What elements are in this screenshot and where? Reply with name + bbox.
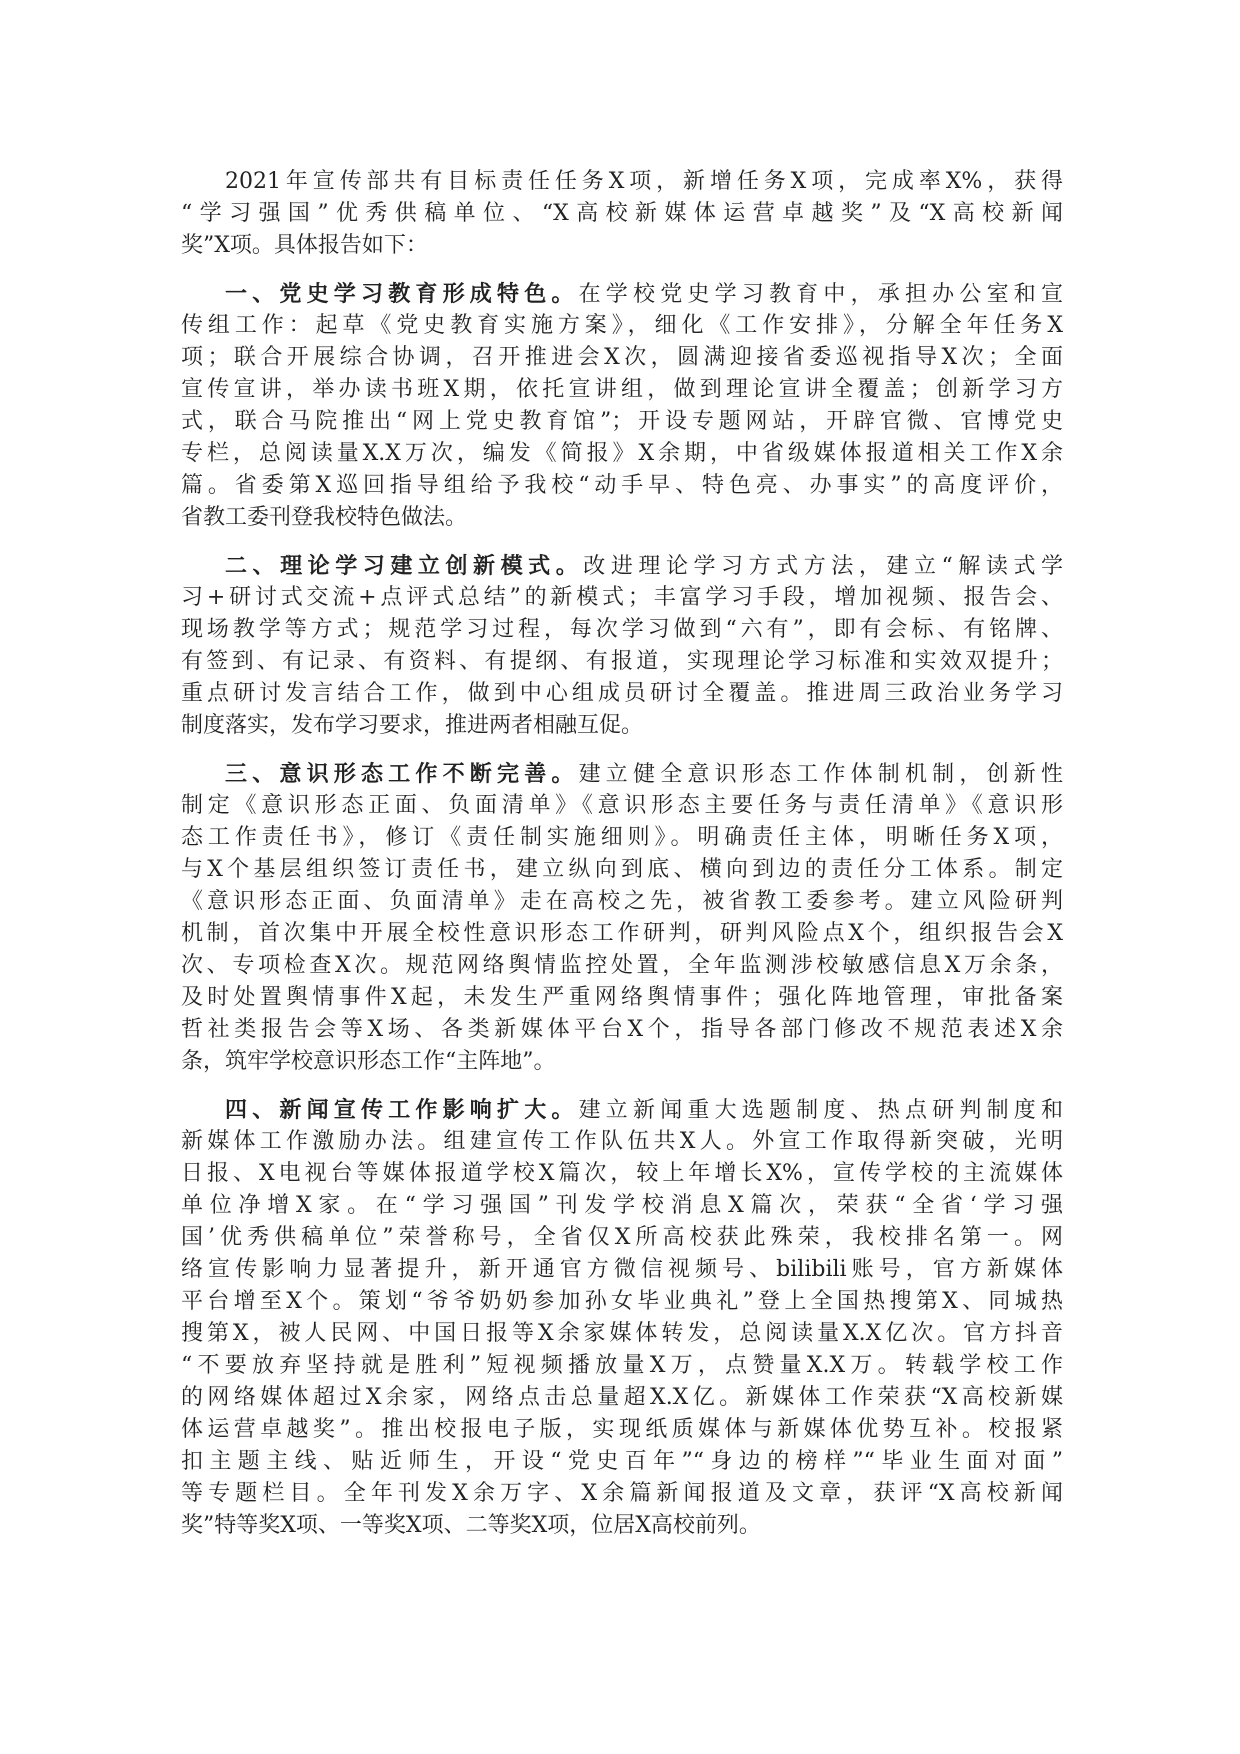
text-line [181,550,1063,582]
line-text: 哲社类报告会等X场、各类新媒体平台X个，指导各部门修改不规范表述X余 [181,1017,1063,1042]
text-line [181,678,1063,710]
text-line [181,1318,1063,1350]
text-line [181,1046,1063,1078]
text-line [181,1350,1063,1382]
text-line [181,646,1063,678]
line-text: 式，联合马院推出“网上党史教育馆”；开设专题网站，开辟官微、官博党史 [181,409,1063,434]
line-text: 习+研讨式交流+点评式总结”的新模式；丰富学习手段，增加视频、报告会、 [181,585,1063,610]
text-line [181,1126,1063,1158]
line-text: 国’优秀供稿单位”荣誉称号，全省仅X所高校获此殊荣，我校排名第一。网 [181,1225,1063,1250]
line-text: 奖”X项。具体报告如下： [181,233,428,258]
paragraph [181,1094,1063,1542]
text-line [181,886,1063,918]
line-text: 次、专项检查X次。规范网络舆情监控处置，全年监测涉校敏感信息X万余条， [181,953,1063,978]
text-line [181,1190,1063,1222]
line-text: 改进理论学习方式方法，建立“解读式学 [583,554,1063,579]
line-text: 平台增至X个。策划“爷爷奶奶参加孙女毕业典礼”登上全国热搜第X、同城热 [181,1289,1063,1314]
text-line [181,198,1063,230]
line-text: 络宣传影响力显著提升，新开通官方微信视频号、bilibili账号，官方新媒体 [181,1257,1063,1282]
text-line [181,1254,1063,1286]
text-line [181,950,1063,982]
line-text: 单位净增X家。在“学习强国”刊发学校消息X篇次，荣获“全省‘学习强 [181,1193,1063,1218]
line-text: 奖”特等奖X项、一等奖X项、二等奖X项，位居X高校前列。 [181,1513,761,1538]
text-line [181,310,1063,342]
line-text: 现场教学等方式；规范学习过程，每次学习做到“六有”，即有会标、有铭牌、 [181,617,1063,642]
text-line [181,582,1063,614]
text-line [181,822,1063,854]
section-heading: 一、党史学习教育形成特色。 [225,281,579,307]
line-text: 扣主题主线、贴近师生，开设“党史百年”“身边的榜样”“毕业生面对面” [181,1449,1063,1474]
text-line [181,790,1063,822]
paragraph [181,550,1063,742]
line-text: 与X个基层组织签订责任书，建立纵向到底、横向到边的责任分工体系。制定 [181,857,1063,882]
line-text: “不要放弃坚持就是胜利”短视频播放量X万，点赞量X.X万。转载学校工作 [181,1353,1063,1378]
text-line [181,614,1063,646]
line-text: 重点研讨发言结合工作，做到中心组成员研讨全覆盖。推进周三政治业务学习 [181,681,1063,706]
paragraph [181,166,1063,262]
line-text: 建立新闻重大选题制度、热点研判制度和 [578,1098,1063,1123]
paragraph [181,278,1063,534]
text-line [181,406,1063,438]
text-line [181,230,1063,262]
text-line [181,470,1063,502]
text-line [181,502,1063,534]
line-text: 制度落实，发布学习要求，推进两者相融互促。 [181,713,644,738]
text-line [181,982,1063,1014]
section-heading: 四、新闻宣传工作影响扩大。 [225,1097,579,1123]
section-heading: 二、理论学习建立创新模式。 [225,553,584,579]
paragraph [181,758,1063,1078]
text-line [181,166,1063,198]
line-text: 条，筑牢学校意识形态工作“主阵地”。 [181,1049,556,1074]
text-line [181,758,1063,790]
text-line [181,1158,1063,1190]
line-text: 的网络媒体超过X余家，网络点击总量超X.X亿。新媒体工作荣获“X高校新媒 [181,1385,1063,1410]
line-text: 宣传宣讲，举办读书班X期，依托宣讲组，做到理论宣讲全覆盖；创新学习方 [181,377,1063,402]
line-text: 项；联合开展综合协调，召开推进会X次，圆满迎接省委巡视指导X次；全面 [181,345,1063,370]
document-body [181,166,1063,1558]
line-text: 态工作责任书》，修订《责任制实施细则》。明确责任主体，明晰任务X项， [181,825,1063,850]
line-text: 新媒体工作激励办法。组建宣传工作队伍共X人。外宣工作取得新突破，光明 [181,1129,1063,1154]
line-text: 体运营卓越奖”。推出校报电子版，实现纸质媒体与新媒体优势互补。校报紧 [181,1417,1063,1442]
line-text: 等专题栏目。全年刊发X余万字、X余篇新闻报道及文章，获评“X高校新闻 [181,1481,1063,1506]
text-line [181,1414,1063,1446]
line-text: 省教工委刊登我校特色做法。 [181,505,468,530]
text-line [181,918,1063,950]
text-line [181,438,1063,470]
text-line [181,854,1063,886]
text-line [181,278,1063,310]
line-text: 篇。省委第X巡回指导组给予我校“动手早、特色亮、办事实”的高度评价， [181,473,1063,498]
text-line [181,1382,1063,1414]
line-text: 搜第X，被人民网、中国日报等X余家媒体转发，总阅读量X.X亿次。官方抖音 [181,1321,1063,1346]
line-text: “学习强国”优秀供稿单位、“X高校新媒体运营卓越奖”及“X高校新闻 [181,201,1063,226]
line-text: 及时处置舆情事件X起，未发生严重网络舆情事件；强化阵地管理，审批备案 [181,985,1063,1010]
line-text: 机制，首次集中开展全校性意识形态工作研判，研判风险点X个，组织报告会X [181,921,1063,946]
text-line [181,1510,1063,1542]
line-text: 日报、X电视台等媒体报道学校X篇次，较上年增长X%，宣传学校的主流媒体 [181,1161,1063,1186]
line-text: 传组工作：起草《党史教育实施方案》，细化《工作安排》，分解全年任务X [181,313,1063,338]
line-text: 《意识形态正面、负面清单》走在高校之先，被省教工委参考。建立风险研判 [181,889,1063,914]
line-text: 建立健全意识形态工作体制机制，创新性 [578,762,1063,787]
text-line [181,1286,1063,1318]
text-line [181,1094,1063,1126]
section-heading: 三、意识形态工作不断完善。 [225,761,579,787]
line-text: 在学校党史学习教育中，承担办公室和宣 [578,282,1063,307]
line-text: 2021年宣传部共有目标责任任务X项，新增任务X项，完成率X%，获得 [225,169,1063,194]
text-line [181,1446,1063,1478]
line-text: 专栏，总阅读量X.X万次，编发《简报》X余期，中省级媒体报道相关工作X余 [181,441,1063,466]
line-text: 有签到、有记录、有资料、有提纲、有报道，实现理论学习标准和实效双提升； [181,649,1063,674]
text-line [181,342,1063,374]
text-line [181,1014,1063,1046]
text-line [181,1222,1063,1254]
text-line [181,710,1063,742]
text-line [181,374,1063,406]
line-text: 制定《意识形态正面、负面清单》《意识形态主要任务与责任清单》《意识形 [181,793,1063,818]
text-line [181,1478,1063,1510]
